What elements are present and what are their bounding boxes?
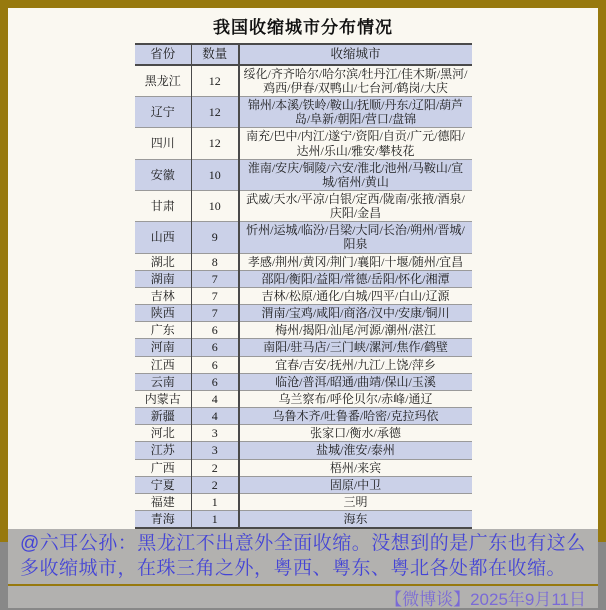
count-cell: 12 (192, 128, 239, 159)
province-cell: 安徽 (135, 159, 192, 190)
cities-cell: 吉林/松原/通化/白城/四平/白山/辽源 (261, 288, 450, 303)
province-cell: 河南 (135, 339, 192, 356)
count-cell: 10 (192, 191, 239, 222)
count-cell: 2 (192, 459, 239, 476)
province-cell: 辽宁 (135, 97, 192, 128)
page-title: 我国收缩城市分布情况 (213, 18, 393, 37)
footer-source-date: 【微博谈】2025年9月11日 (385, 589, 586, 609)
province-cell: 江苏 (135, 442, 192, 459)
table-row (135, 270, 472, 287)
count-cell: 1 (192, 510, 239, 528)
shrinking-cities-table (135, 43, 472, 529)
column-header: 收缩城市 (239, 44, 472, 65)
cities-cell: 乌兰察布/呼伦贝尔/赤峰/通辽 (278, 391, 433, 406)
province-cell: 广东 (135, 322, 192, 339)
table-row (135, 128, 472, 159)
count-cell: 6 (192, 373, 239, 390)
table-row (135, 442, 472, 459)
weibo-caption (8, 529, 598, 584)
cities-cell: 忻州/运城/临汾/吕梁/大同/长治/朔州/晋城/阳泉 (246, 223, 465, 252)
table-row (135, 373, 472, 390)
table-row (135, 253, 472, 270)
table-row (135, 356, 472, 373)
count-cell: 1 (192, 493, 239, 510)
cities-cell: 梅州/揭阳/汕尾/河源/潮州/湛江 (275, 323, 436, 338)
cities-cell: 固原/中卫 (329, 477, 382, 492)
province-cell: 广西 (135, 459, 192, 476)
province-cell: 青海 (135, 510, 192, 528)
cities-cell: 绥化/齐齐哈尔/哈尔滨/牡丹江/佳木斯/黑河/鸡西/伊春/双鸭山/七台河/鹤岗/大庆 (243, 66, 468, 95)
table-body (135, 65, 472, 528)
province-cell: 云南 (135, 373, 192, 390)
province-cell: 黑龙江 (135, 65, 192, 97)
count-cell: 3 (192, 425, 239, 442)
table-row (135, 287, 472, 304)
cities-cell: 锦州/本溪/铁岭/鞍山/抚顺/丹东/辽阳/葫芦岛/阜新/朝阳/营口/盘锦 (247, 98, 464, 127)
province-cell: 山西 (135, 222, 192, 253)
cities-cell: 宜春/吉安/抚州/九江/上饶/萍乡 (275, 357, 436, 372)
table-row (135, 97, 472, 128)
count-cell: 12 (192, 65, 239, 97)
table-header (135, 44, 472, 65)
table-row (135, 425, 472, 442)
count-cell: 4 (192, 390, 239, 407)
cities-cell: 南阳/驻马店/三门峡/漯河/焦作/鹤壁 (263, 340, 448, 355)
column-header: 省份 (135, 44, 192, 65)
count-cell: 7 (192, 305, 239, 322)
table-row (135, 222, 472, 253)
count-cell: 6 (192, 356, 239, 373)
table-row (135, 322, 472, 339)
table-row (135, 339, 472, 356)
count-cell: 10 (192, 159, 239, 190)
count-cell: 3 (192, 442, 239, 459)
province-cell: 内蒙古 (135, 390, 192, 407)
table-area (8, 8, 598, 529)
province-cell: 四川 (135, 128, 192, 159)
table-row (135, 510, 472, 528)
count-cell: 6 (192, 322, 239, 339)
table-row (135, 305, 472, 322)
caption-text: @六耳公孙：黑龙江不出意外全面收缩。没想到的是广东也有这么多收缩城市，在珠三角之外，粤西、粤东、粤北各处都在收缩。 (20, 533, 586, 580)
province-cell: 江西 (135, 356, 192, 373)
header-row (135, 44, 472, 65)
province-cell: 湖南 (135, 270, 192, 287)
column-header: 数量 (192, 44, 239, 65)
count-cell: 7 (192, 287, 239, 304)
cities-cell: 淮南/安庆/铜陵/六安/淮北/池州/马鞍山/宣城/宿州/黄山 (247, 160, 464, 189)
count-cell: 8 (192, 253, 239, 270)
cities-cell: 邵阳/衡阳/益阳/常德/岳阳/怀化/湘潭 (261, 271, 450, 286)
cities-cell: 渭南/宝鸡/咸阳/商洛/汉中/安康/铜川 (261, 306, 450, 321)
cities-cell: 南充/巴中/内江/遂宁/资阳/自贡/广元/德阳/达州/乐山/雅安/攀枝花 (246, 129, 465, 158)
count-cell: 6 (192, 339, 239, 356)
cities-cell: 孝感/荆州/黄冈/荆门/襄阳/十堰/随州/宜昌 (247, 254, 464, 269)
table-row (135, 493, 472, 510)
table-row (135, 191, 472, 222)
table-row (135, 408, 472, 425)
province-cell: 湖北 (135, 253, 192, 270)
cities-cell: 梧州/来宾 (329, 460, 382, 475)
cities-cell: 海东 (343, 511, 368, 526)
count-cell: 7 (192, 270, 239, 287)
count-cell: 4 (192, 408, 239, 425)
province-cell: 陕西 (135, 305, 192, 322)
cities-cell: 乌鲁木齐/吐鲁番/哈密/克拉玛依 (272, 409, 439, 424)
count-cell: 2 (192, 476, 239, 493)
province-cell: 甘肃 (135, 191, 192, 222)
province-cell: 新疆 (135, 408, 192, 425)
province-cell: 吉林 (135, 287, 192, 304)
province-cell: 福建 (135, 493, 192, 510)
table-row (135, 476, 472, 493)
table-row (135, 159, 472, 190)
count-cell: 9 (192, 222, 239, 253)
cities-cell: 三明 (343, 494, 368, 509)
cities-cell: 盐城/淮安/泰州 (316, 443, 395, 458)
cities-cell: 临沧/普洱/昭通/曲靖/保山/玉溪 (275, 374, 436, 389)
footer-bar (8, 584, 598, 608)
cities-cell: 张家口/衡水/承德 (310, 426, 401, 441)
table-row (135, 459, 472, 476)
province-cell: 河北 (135, 425, 192, 442)
table-row (135, 65, 472, 97)
count-cell: 12 (192, 97, 239, 128)
table-row (135, 390, 472, 407)
cities-cell: 武威/天水/平凉/白银/定西/陇南/张掖/酒泉/庆阳/金昌 (246, 192, 465, 221)
province-cell: 宁夏 (135, 476, 192, 493)
